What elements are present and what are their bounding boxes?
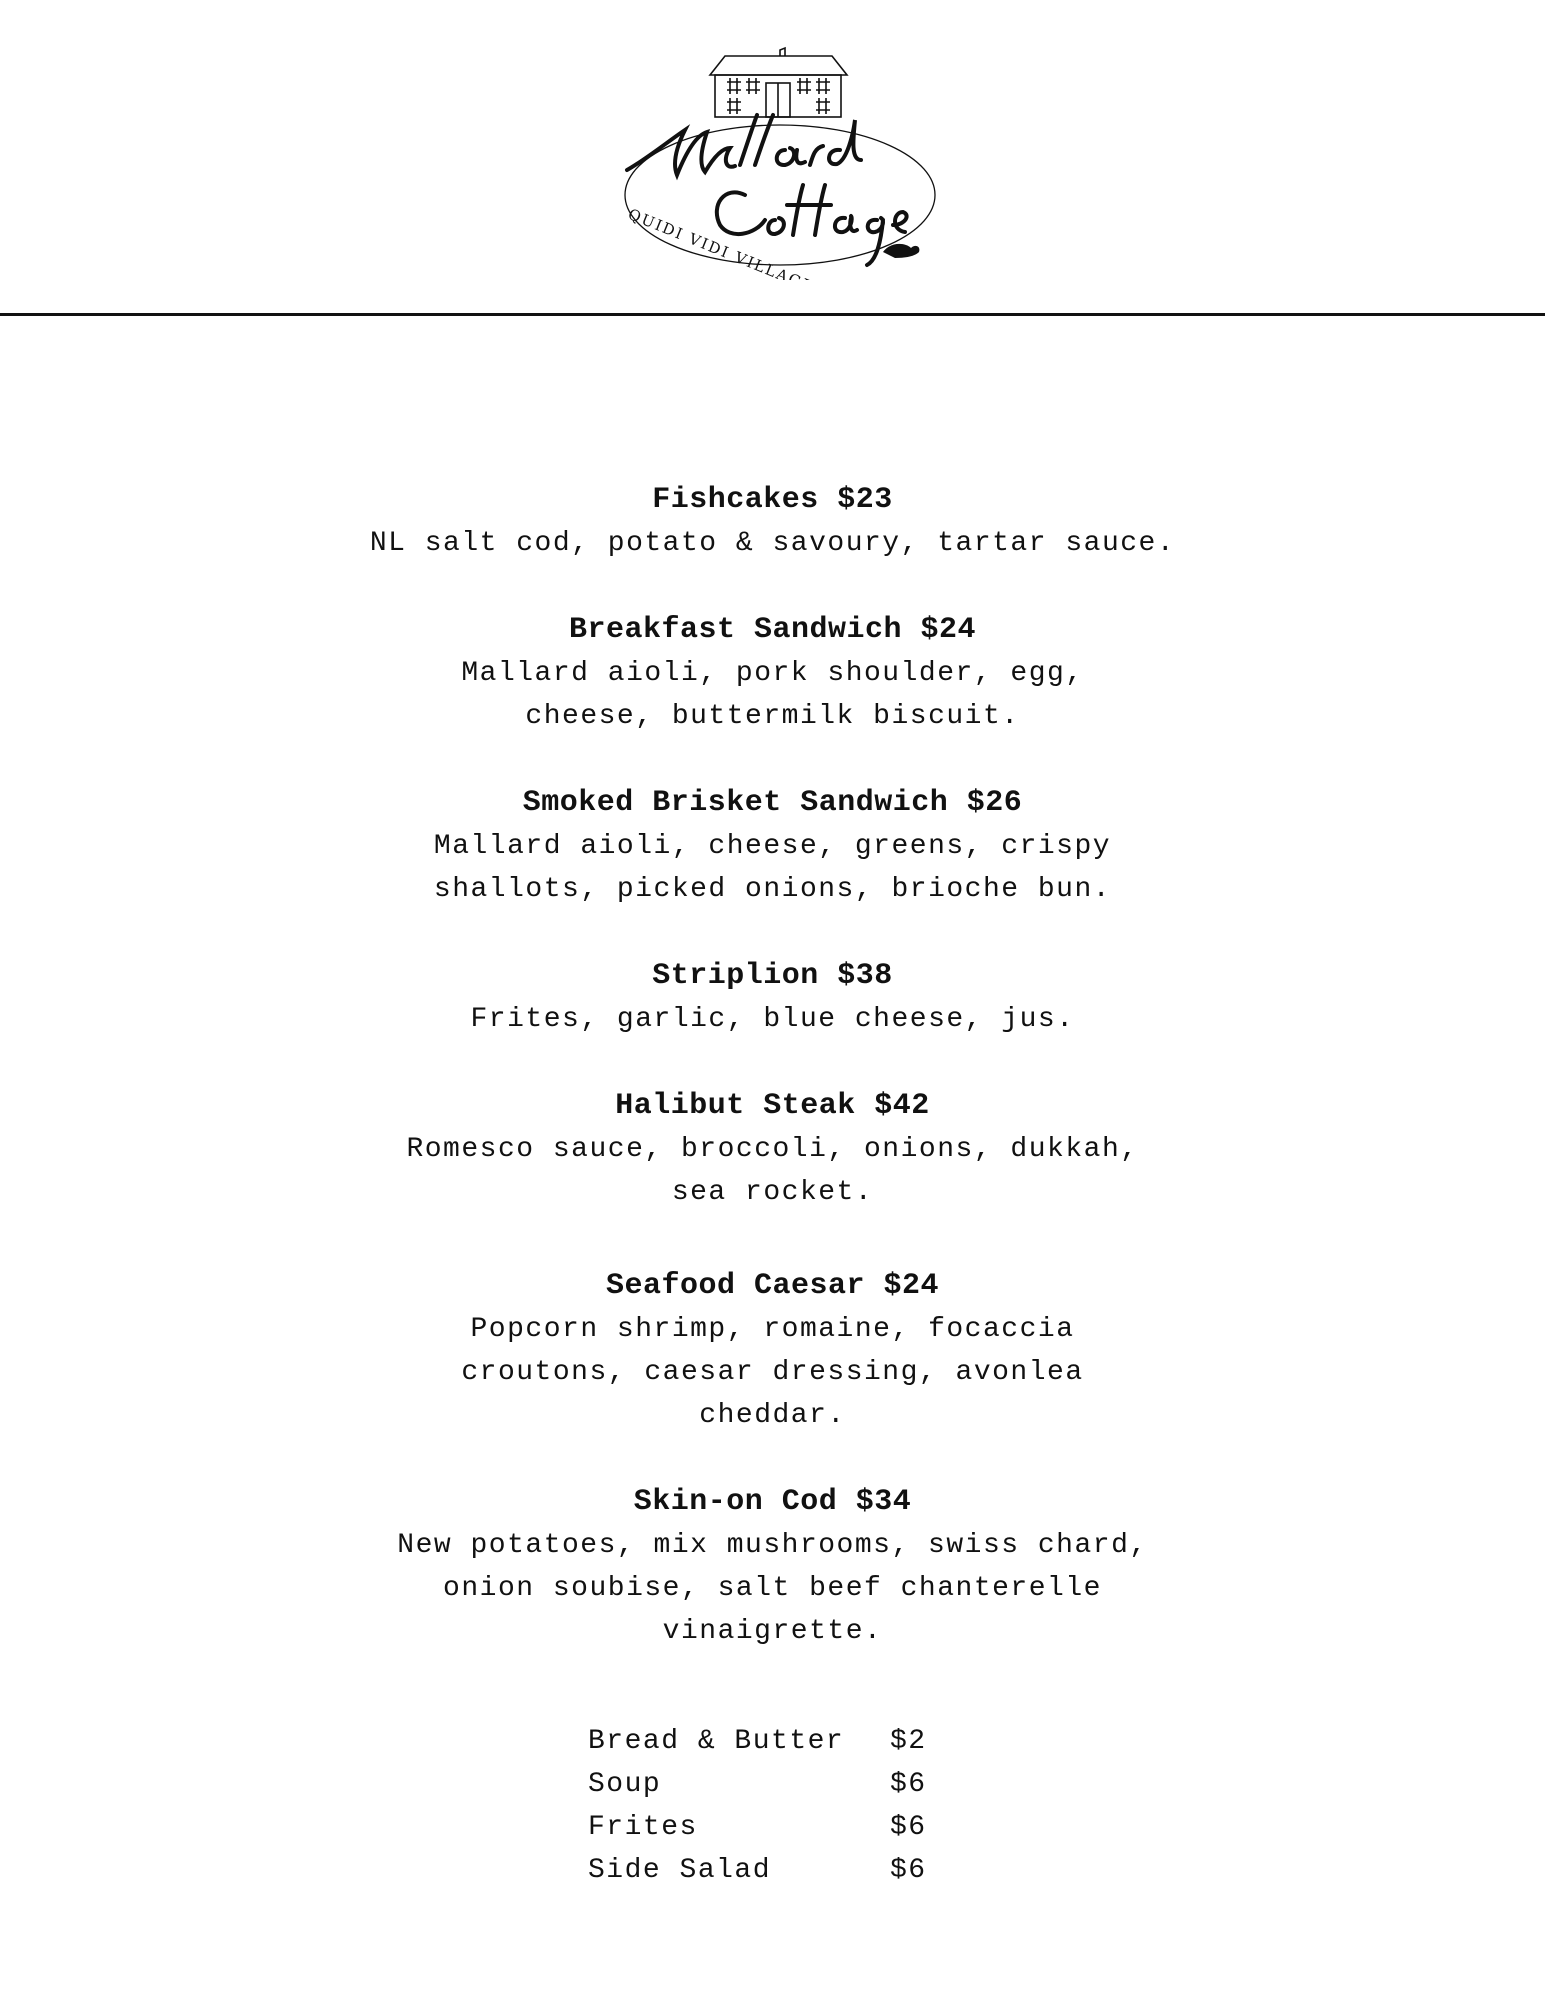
menu-item-title: Smoked Brisket Sandwich $26 <box>522 786 1023 820</box>
menu-item <box>0 1084 1545 1214</box>
svg-text:QUIDI VIDI VILLAGE: QUIDI VIDI VILLAGE <box>625 205 818 280</box>
menu-item-description: New potatoes, mix mushrooms, swiss chard, onion soubise, salt beef chanterelle vinaigrette. <box>397 1530 1148 1647</box>
menu-item-description: Frites, garlic, blue cheese, jus. <box>470 1004 1075 1035</box>
menu-items <box>0 478 1545 1696</box>
restaurant-logo <box>615 20 945 280</box>
side-name: Soup <box>588 1769 662 1800</box>
menu-item-description: Romesco sauce, broccoli, onions, dukkah, sea rocket. <box>406 1134 1139 1208</box>
menu-item-description: Mallard aioli, cheese, greens, crispy shallots, picked onions, brioche bun. <box>433 831 1112 905</box>
menu-item-description: Mallard aioli, pork shoulder, egg, cheese, buttermilk biscuit. <box>461 658 1084 732</box>
list-item <box>588 1806 927 1849</box>
menu-item-title: Breakfast Sandwich $24 <box>568 613 977 647</box>
header-divider <box>0 313 1545 316</box>
list-item <box>588 1763 927 1806</box>
menu-item-description: NL salt cod, potato & savoury, tartar sauce. <box>369 528 1176 559</box>
menu-item <box>0 478 1545 565</box>
cottage-logo-icon <box>615 20 945 280</box>
sides-list <box>588 1720 927 1892</box>
side-price: $2 <box>890 1726 927 1757</box>
menu-item <box>0 1480 1545 1653</box>
menu-item <box>0 1264 1545 1437</box>
menu-item-title: Skin-on Cod $34 <box>633 1485 912 1519</box>
list-item <box>588 1849 927 1892</box>
menu-item-title: Striplion $38 <box>652 959 893 993</box>
menu-item-title: Fishcakes $23 <box>652 483 893 517</box>
side-price: $6 <box>890 1812 927 1843</box>
side-name: Side Salad <box>588 1855 772 1886</box>
menu-item <box>0 781 1545 911</box>
menu-item-title: Halibut Steak $42 <box>615 1089 930 1123</box>
menu-item <box>0 608 1545 738</box>
menu-item <box>0 954 1545 1041</box>
list-item <box>588 1720 927 1763</box>
side-price: $6 <box>890 1855 927 1886</box>
side-price: $6 <box>890 1769 927 1800</box>
side-name: Frites <box>588 1812 698 1843</box>
menu-item-title: Seafood Caesar $24 <box>605 1269 940 1303</box>
side-name: Bread & Butter <box>588 1726 845 1757</box>
menu-item-description: Popcorn shrimp, romaine, focaccia croutons, caesar dressing, avonlea cheddar. <box>461 1314 1084 1431</box>
